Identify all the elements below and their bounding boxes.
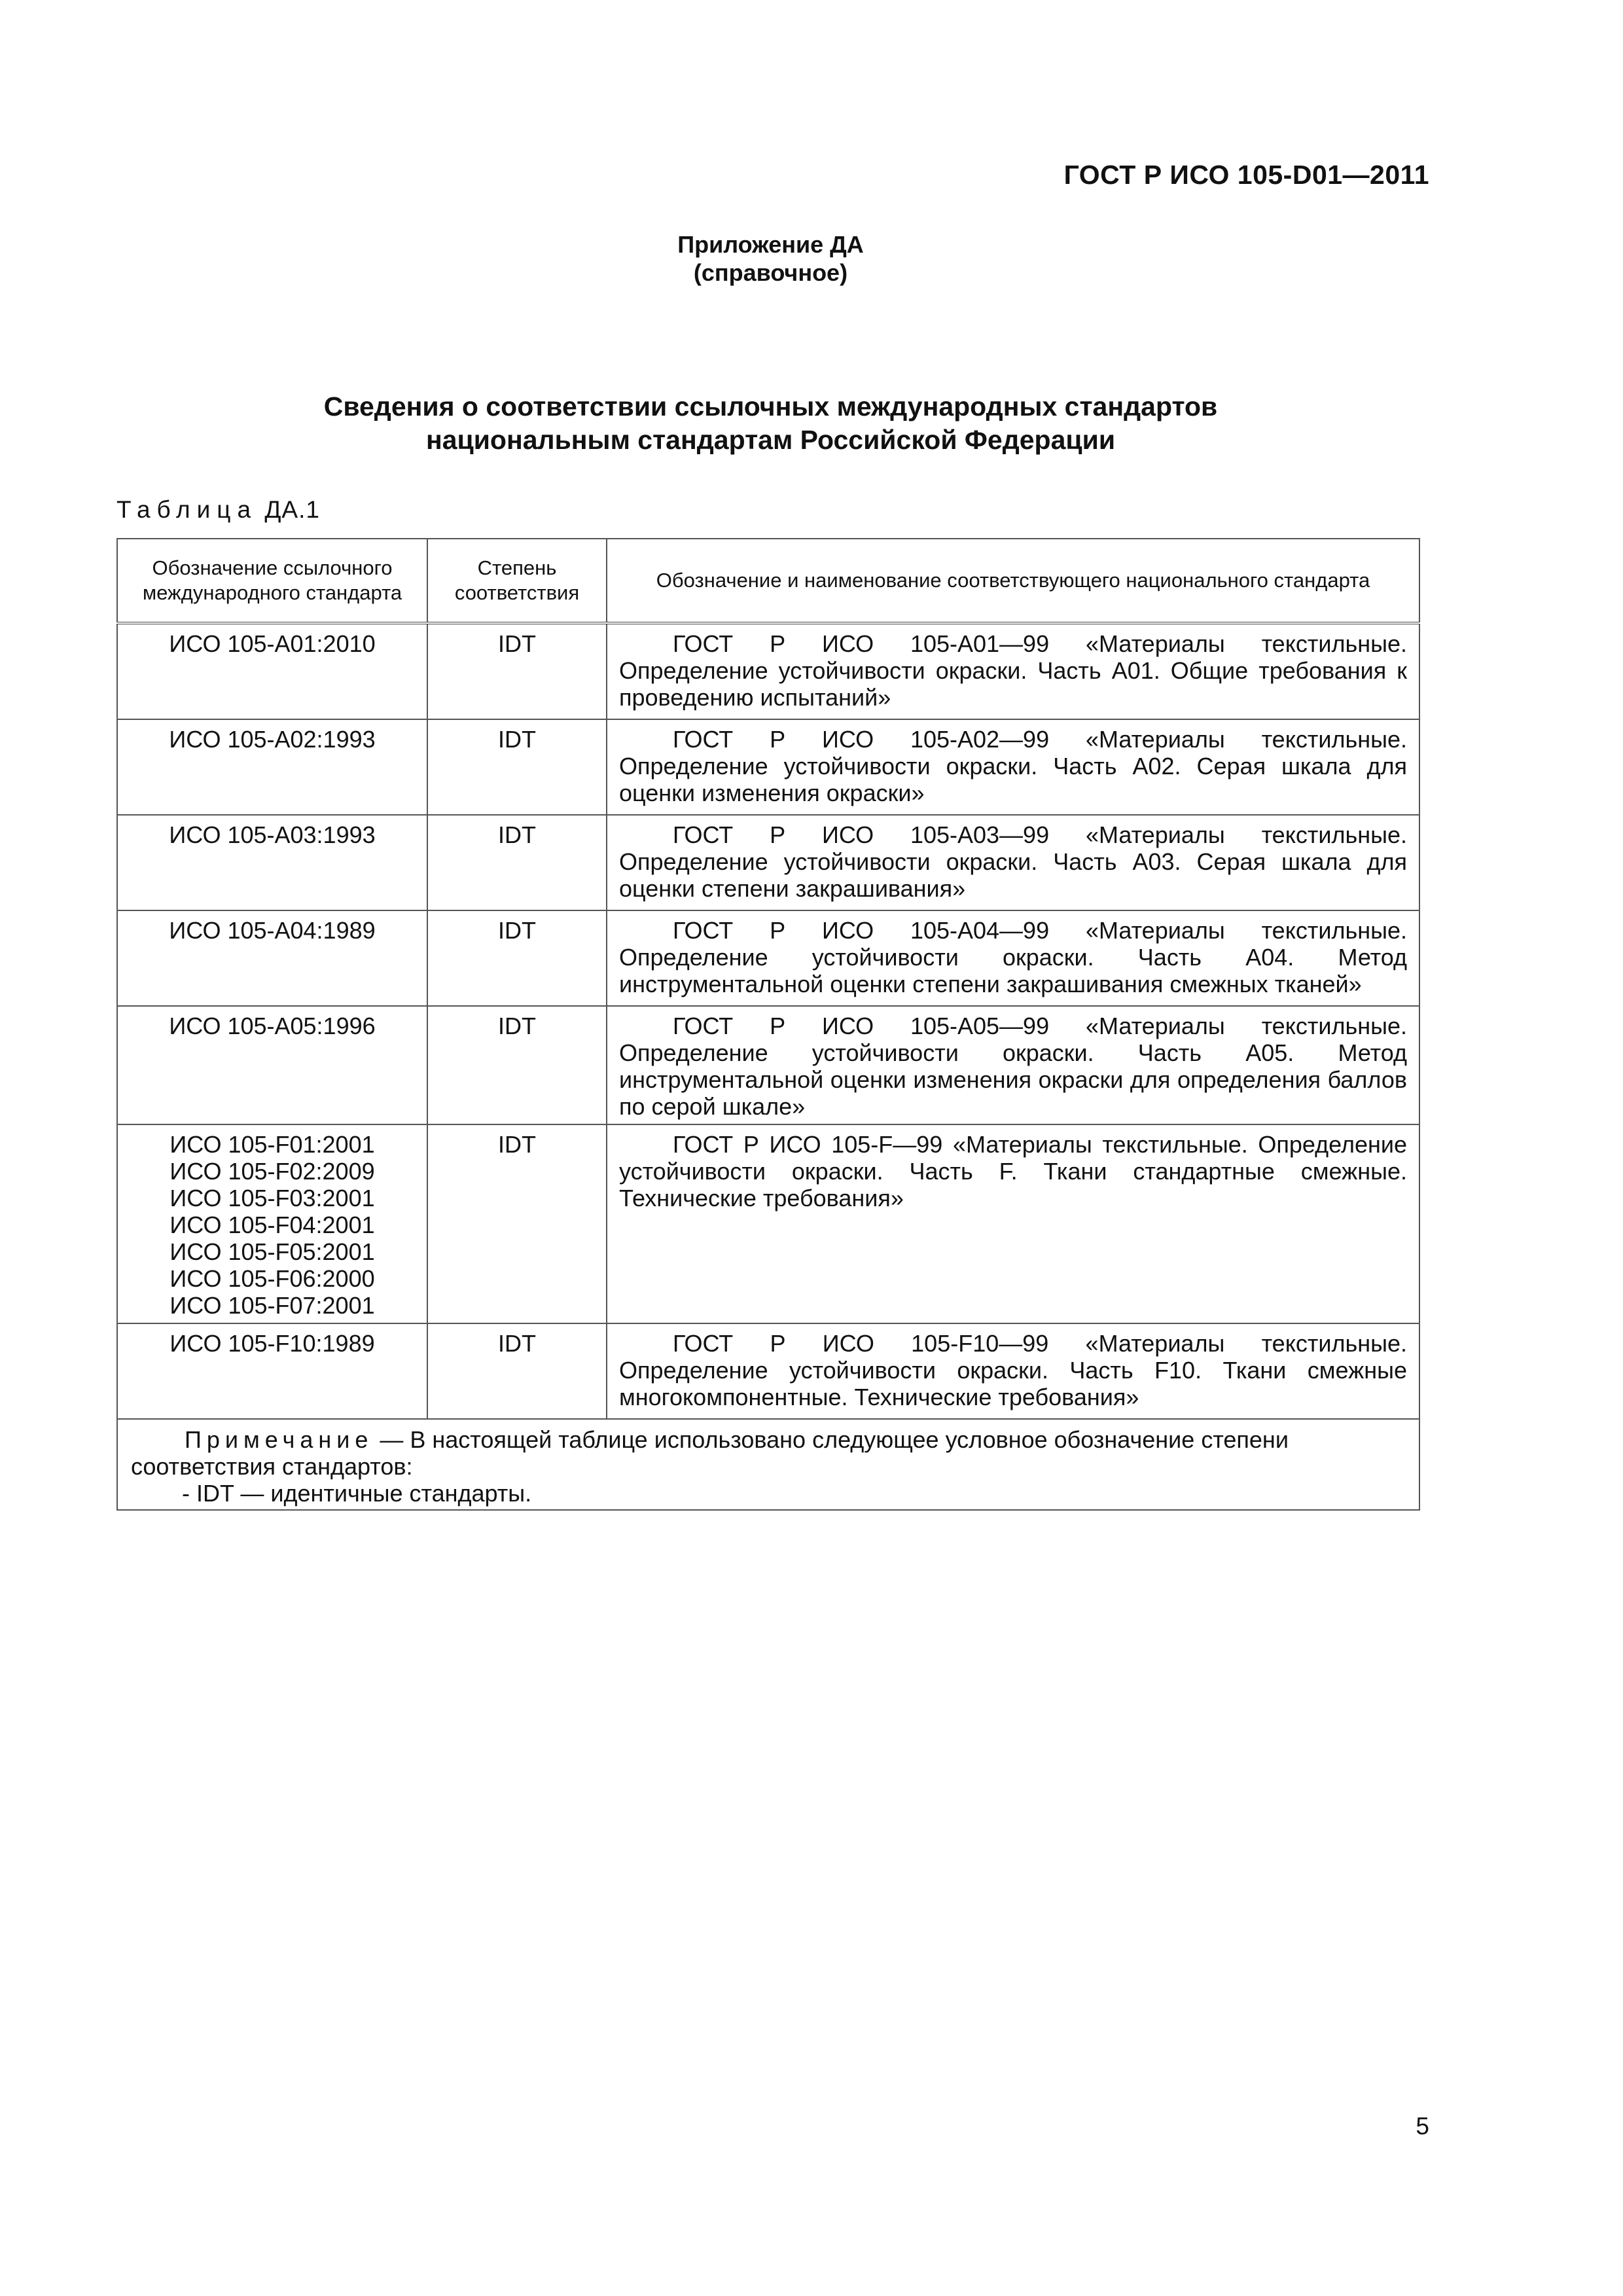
cell-degree: IDT bbox=[427, 815, 607, 910]
intl-standard-code: ИСО 105-F01:2001 bbox=[169, 1131, 375, 1158]
cell-intl-standard bbox=[117, 910, 427, 1006]
intl-standard-code: ИСО 105-F04:2001 bbox=[169, 1211, 375, 1238]
cell-national-standard: ГОСТ Р ИСО 105-А05—99 «Материалы текстильные. Определение устойчивости окраски. Часть А05. Метод инструментальной оценки изменения окраски для определения баллов по серой шкале» bbox=[607, 1006, 1419, 1124]
appendix-subtitle: (справочное) bbox=[693, 259, 848, 286]
intl-standard-code: ИСО 105-А05:1996 bbox=[169, 1013, 376, 1039]
cell-national-standard: ГОСТ Р ИСО 105-А03—99 «Материалы текстильные. Определение устойчивости окраски. Часть А03. Серая шкала для оценки степени закрашивания» bbox=[607, 815, 1419, 910]
cell-national-standard: ГОСТ Р ИСО 105-А01—99 «Материалы текстильные. Определение устойчивости окраски. Часть А01. Общие требования к проведению испытаний» bbox=[607, 623, 1419, 719]
table-row bbox=[117, 719, 1419, 815]
cell-intl-standard bbox=[117, 1124, 427, 1323]
header-national-standard: Обозначение и наименование соответствующего национального стандарта bbox=[607, 539, 1419, 623]
main-title-line-2: национальным стандартам Российской Федерации bbox=[425, 425, 1116, 455]
header-intl-standard: Обозначение ссылочного международного стандарта bbox=[117, 539, 427, 623]
cell-degree: IDT bbox=[427, 1323, 607, 1419]
main-title bbox=[0, 390, 1541, 457]
main-title-line-1: Сведения о соответствии ссылочных международных стандартов bbox=[323, 391, 1218, 422]
table-header-row bbox=[117, 539, 1419, 623]
intl-standard-code: ИСО 105-F05:2001 bbox=[169, 1238, 375, 1265]
cell-national-standard: ГОСТ Р ИСО 105-F—99 «Материалы текстильные. Определение устойчивости окраски. Часть F. Ткани стандартные смежные. Технические требования» bbox=[607, 1124, 1419, 1323]
intl-standard-code: ИСО 105-F03:2001 bbox=[169, 1185, 375, 1211]
intl-standard-code: ИСО 105-А03:1993 bbox=[169, 821, 376, 848]
table-caption-number: ДА.1 bbox=[264, 496, 320, 523]
cell-intl-standard bbox=[117, 623, 427, 719]
intl-standard-code: ИСО 105-F02:2009 bbox=[169, 1158, 375, 1185]
table-row bbox=[117, 910, 1419, 1006]
cell-degree: IDT bbox=[427, 910, 607, 1006]
intl-standard-code: ИСО 105-F06:2000 bbox=[169, 1265, 375, 1292]
cell-degree: IDT bbox=[427, 1006, 607, 1124]
cell-intl-standard bbox=[117, 1006, 427, 1124]
note-label: Примечание bbox=[185, 1426, 374, 1453]
cell-degree: IDT bbox=[427, 719, 607, 815]
table-row bbox=[117, 1124, 1419, 1323]
cell-national-standard: ГОСТ Р ИСО 105-А04—99 «Материалы текстильные. Определение устойчивости окраски. Часть А04. Метод инструментальной оценки степени закрашивания смежных тканей» bbox=[607, 910, 1419, 1006]
table-note bbox=[117, 1419, 1419, 1510]
table-body bbox=[117, 623, 1419, 1419]
cell-national-standard: ГОСТ Р ИСО 105-F10—99 «Материалы текстильные. Определение устойчивости окраски. Часть F10. Ткани смежные многокомпонентные. Технические требования» bbox=[607, 1323, 1419, 1419]
table-row bbox=[117, 1006, 1419, 1124]
intl-standard-code: ИСО 105-А02:1993 bbox=[169, 726, 376, 753]
table-row bbox=[117, 815, 1419, 910]
appendix-title: Приложение ДА bbox=[677, 231, 864, 258]
page-number: 5 bbox=[1416, 2113, 1429, 2140]
table-caption bbox=[116, 496, 320, 524]
cell-degree: IDT bbox=[427, 623, 607, 719]
cell-degree: IDT bbox=[427, 1124, 607, 1323]
cell-intl-standard bbox=[117, 815, 427, 910]
intl-standard-code: ИСО 105-F07:2001 bbox=[169, 1292, 375, 1319]
intl-standard-code: ИСО 105-F10:1989 bbox=[169, 1330, 375, 1357]
table-row bbox=[117, 623, 1419, 719]
note-bullet: - IDT — идентичные стандарты. bbox=[182, 1480, 532, 1507]
table-caption-word: Таблица bbox=[116, 496, 258, 523]
cell-national-standard: ГОСТ Р ИСО 105-А02—99 «Материалы текстильные. Определение устойчивости окраски. Часть А02. Серая шкала для оценки изменения окраски» bbox=[607, 719, 1419, 815]
intl-standard-code: ИСО 105-А01:2010 bbox=[169, 630, 376, 657]
document-code: ГОСТ Р ИСО 105-D01—2011 bbox=[1063, 160, 1429, 190]
intl-standard-code: ИСО 105-А04:1989 bbox=[169, 917, 376, 944]
cell-intl-standard bbox=[117, 719, 427, 815]
note-text: — В настоящей таблице использовано следующее условное обозначение степени соответствия стандартов: bbox=[131, 1426, 1289, 1480]
header-degree: Степень соответствия bbox=[427, 539, 607, 623]
table-row bbox=[117, 1323, 1419, 1419]
cell-intl-standard bbox=[117, 1323, 427, 1419]
table-note-row bbox=[117, 1419, 1419, 1510]
appendix-heading bbox=[0, 230, 1541, 287]
standards-table bbox=[116, 538, 1420, 1511]
